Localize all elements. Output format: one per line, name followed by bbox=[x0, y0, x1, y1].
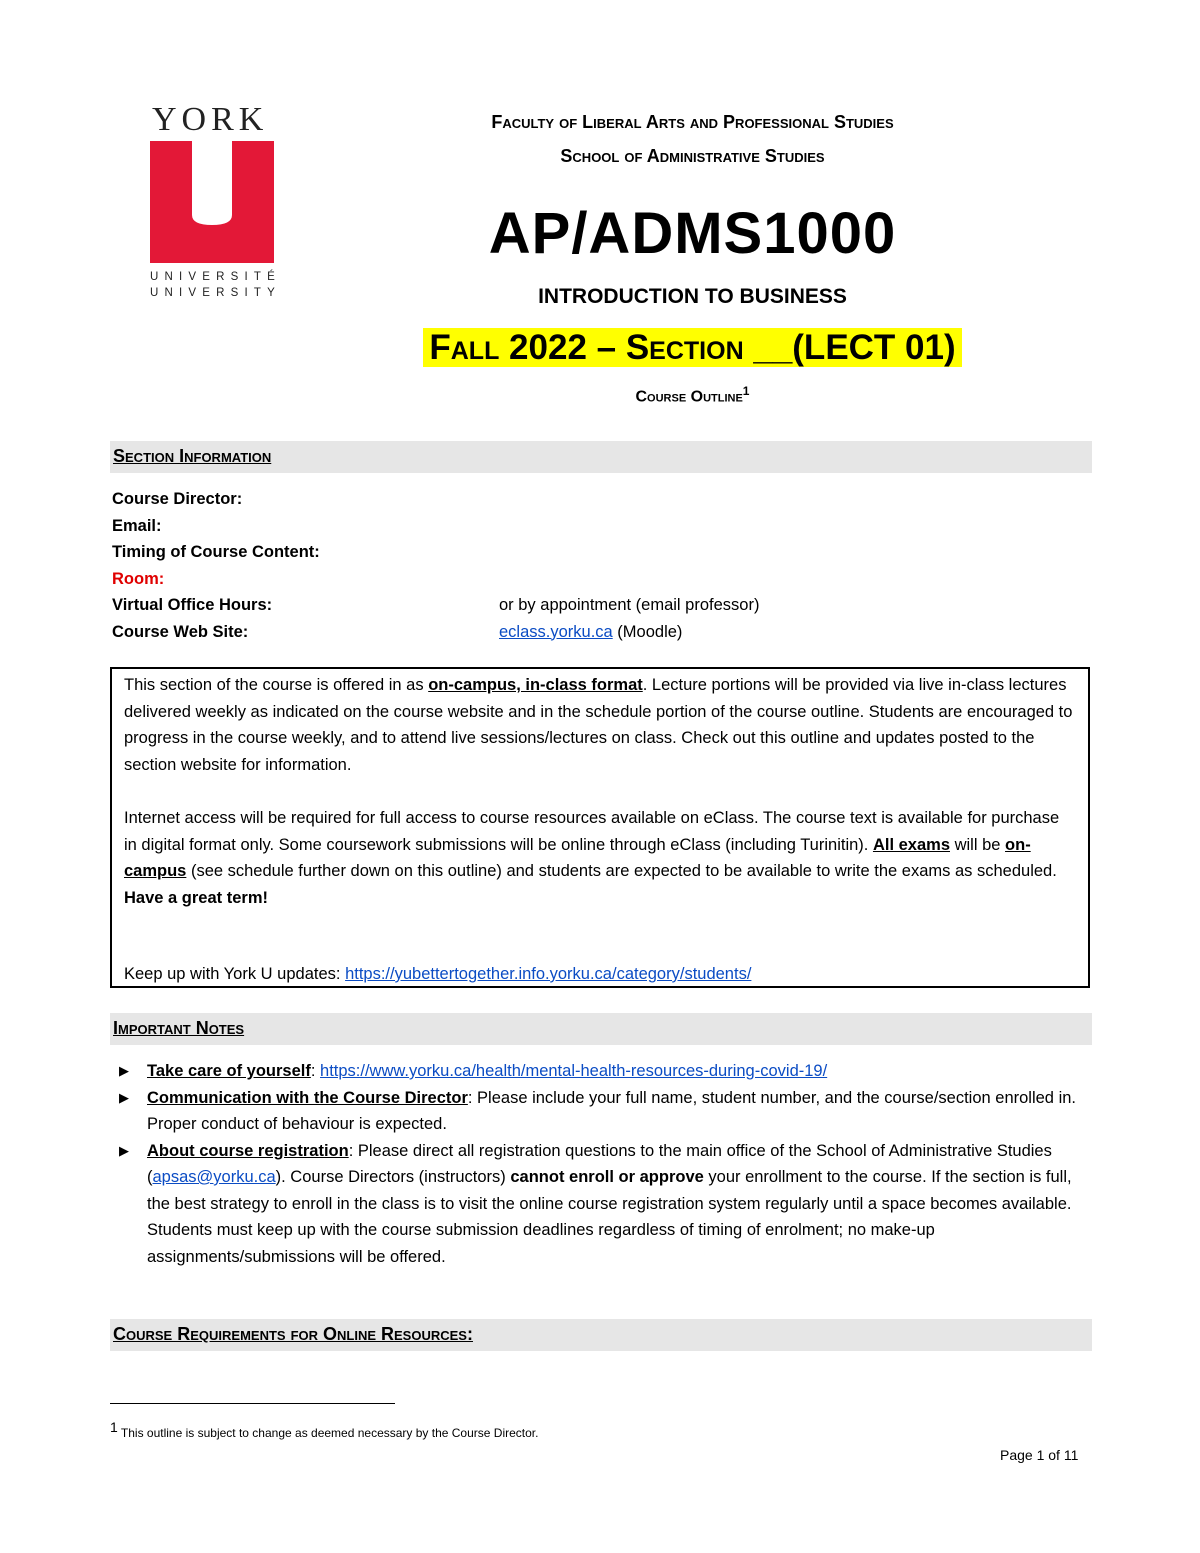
page-number: Page 1 of 11 bbox=[1000, 1447, 1079, 1463]
list-item: ▶ Communication with the Course Director: Please include your full name, student number, and the course/section enrolled in. Proper conduct of behaviour is expected. bbox=[110, 1085, 1090, 1138]
course-requirements-heading: Course Requirements for Online Resources: bbox=[110, 1319, 1092, 1351]
info-row: Room: bbox=[112, 569, 165, 588]
term-highlight: Fall 2022 – Section __(LECT 01) bbox=[423, 328, 961, 367]
course-title: INTRODUCTION TO BUSINESS bbox=[538, 285, 847, 308]
info-row: Email: bbox=[112, 516, 162, 535]
bullet-arrow-icon: ▶ bbox=[119, 1063, 129, 1078]
apsas-email-link[interactable]: apsas@yorku.ca bbox=[152, 1168, 276, 1186]
york-university-logo bbox=[150, 101, 282, 301]
info-row: Timing of Course Content: bbox=[112, 543, 320, 561]
info-row: Course Web Site: eclass.yorku.ca (Moodle) bbox=[112, 622, 683, 641]
logo-university: UNIVERSITY bbox=[150, 287, 282, 299]
york-u-icon bbox=[150, 141, 274, 263]
notice-paragraph-1: This section of the course is offered in as on-campus, in-class format. Lecture portions will be provided via live in-class lectures delivered weekly as indicated on the course website and in the schedule portion of the course outline. Students are encouraged to progress in the course weekly, and to attend live sessions/lectures on class. Check out this outline and updates posted to the section website for information. bbox=[124, 676, 1073, 774]
info-row: Virtual Office Hours: or by appointment (email professor) bbox=[112, 596, 760, 614]
footnote: $^1$ This outline is subject to change as deemed necessary by the Course Director. bbox=[110, 1419, 539, 1440]
eclass-link[interactable]: eclass.yorku.ca bbox=[499, 622, 613, 641]
logo-universite: UNIVERSITÉ bbox=[150, 271, 282, 283]
important-notes-heading: Important Notes bbox=[110, 1013, 1092, 1045]
info-row: Course Director: bbox=[112, 490, 243, 508]
course-format-notice bbox=[110, 667, 1090, 988]
section-info-list bbox=[112, 486, 759, 645]
list-item: ▶ About course registration: Please direct all registration questions to the main office of the School of Administrative Studies (apsas@yorku.ca). Course Directors (instructors) cannot enroll or approve your enrollment to the course. If the section is full, the best strategy to enroll in the class is to visit the online course registration system regularly until a space becomes available. Students must keep up with the course submission deadlines regardless of timing of enrolment; no make-up assignments/submissions will be offered. bbox=[110, 1138, 1090, 1271]
notice-paragraph-2: Internet access will be required for full access to course resources available on eClass. The course text is available for purchase in digital format only. Some coursework submissions will be online through eClass (including Turinitin). All exams will be on-campus (see schedule further down on this outline) and students are expected to be available to write the exams as scheduled. Have a great term! bbox=[124, 809, 1060, 907]
faculty-name: Faculty of Liberal Arts and Professional Studies bbox=[491, 112, 894, 132]
logo-york-text: YORK bbox=[152, 101, 269, 138]
term-section bbox=[380, 328, 1005, 368]
notice-paragraph-3: Keep up with York U updates: https://yubettertogether.info.yorku.ca/category/students/ bbox=[124, 965, 752, 983]
bullet-arrow-icon: ▶ bbox=[119, 1142, 129, 1158]
school-name: School of Administrative Studies bbox=[560, 146, 825, 166]
bullet-arrow-icon: ▶ bbox=[119, 1089, 129, 1105]
yubettertogether-link[interactable]: https://yubettertogether.info.yorku.ca/category/students/ bbox=[345, 965, 752, 983]
important-notes-list bbox=[110, 1058, 1090, 1270]
mental-health-link[interactable]: https://www.yorku.ca/health/mental-health-resources-during-covid-19/ bbox=[320, 1062, 828, 1080]
footnote-ref[interactable]: 1 bbox=[742, 384, 750, 398]
footnote-divider bbox=[110, 1403, 395, 1404]
list-item: ▶ Take care of yourself: https://www.yorku.ca/health/mental-health-resources-during-covid-19/ bbox=[110, 1058, 1090, 1085]
section-information-heading: Section Information bbox=[110, 441, 1092, 473]
course-code: AP/ADMS1000 bbox=[488, 201, 897, 266]
course-outline-label: Course Outline$^1$ bbox=[635, 384, 750, 406]
